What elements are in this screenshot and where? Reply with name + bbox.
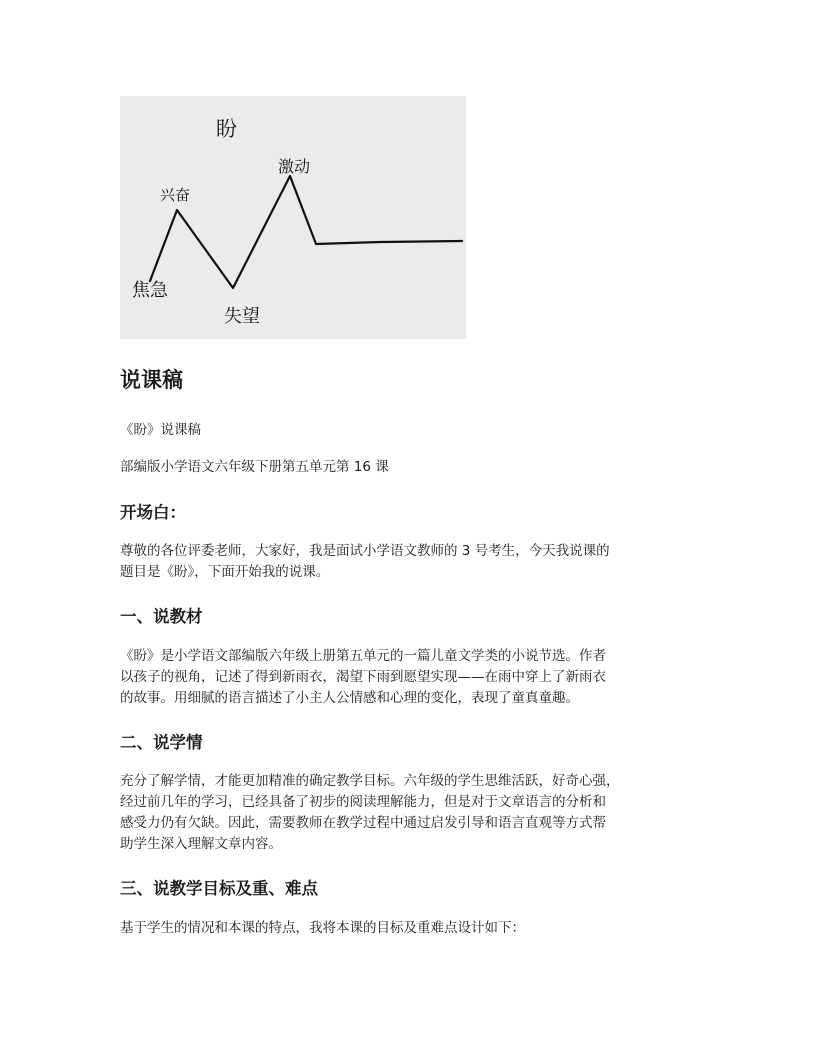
opening-line-1: 尊敬的各位评委老师，大家好，我是面试小学语文教师的 3 号考生，今天我说课的	[120, 543, 610, 559]
label-disappointed: 失望	[224, 306, 260, 327]
heading-textbook: 一、说教材	[120, 607, 203, 626]
doc-title: 说课稿	[120, 368, 183, 392]
label-moved: 激动	[278, 157, 311, 176]
emotion-curve-photo	[120, 96, 466, 339]
emotion-curve-line	[150, 176, 462, 288]
label-anxious: 焦急	[132, 280, 168, 301]
students-line-4: 助学生深入理解文章内容。	[120, 836, 282, 852]
textbook-line-1: 《盼》是小学语文部编版六年级上册第五单元的一篇儿童文学类的小说节选。作者	[120, 648, 606, 664]
opening-line-2: 题目是《盼》，下面开始我的说课。	[120, 564, 330, 580]
students-line-3: 感受力仍有欠缺。因此，需要教师在教学过程中通过启发引导和语言直观等方式帮	[120, 815, 606, 831]
heading-opening: 开场白：	[120, 503, 186, 522]
textbook-line-3: 的故事。用细腻的语言描述了小主人公情感和心理的变化，表现了童真童趣。	[120, 690, 579, 706]
emotion-curve-sketch	[120, 96, 466, 339]
heading-students: 二、说学情	[120, 733, 203, 752]
label-excited: 兴奋	[160, 186, 191, 204]
doc-source: 部编版小学语文六年级下册第五单元第 16 课	[120, 459, 389, 475]
sketch-title: 盼	[216, 117, 237, 141]
students-line-1: 充分了解学情，才能更加精准的确定教学目标。六年级的学生思维活跃，好奇心强，	[120, 773, 620, 789]
doc-subtitle: 《盼》说课稿	[120, 422, 201, 438]
heading-objectives: 三、说教学目标及重、难点	[120, 879, 318, 898]
textbook-line-2: 以孩子的视角，记述了得到新雨衣，渴望下雨到愿望实现——在雨中穿上了新雨衣	[120, 669, 606, 685]
students-line-2: 经过前几年的学习，已经具备了初步的阅读理解能力，但是对于文章语言的分析和	[120, 794, 606, 810]
objectives-line-1: 基于学生的情况和本课的特点，我将本课的目标及重难点设计如下：	[120, 920, 525, 936]
